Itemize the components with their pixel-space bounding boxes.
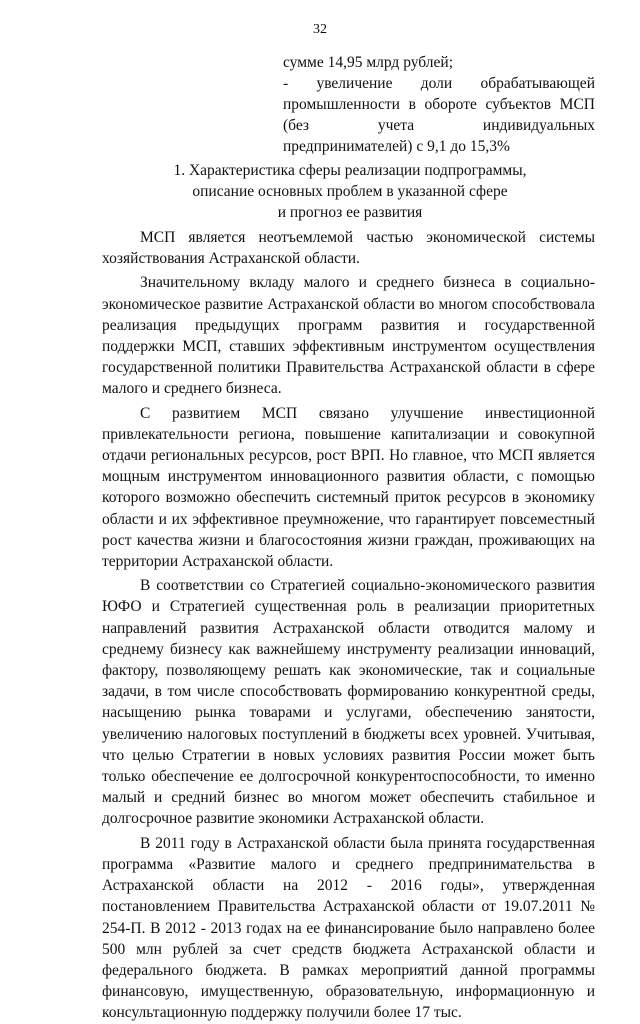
section-heading-line: 1. Характеристика сферы реализации подпрограммы, [173, 162, 527, 179]
section-heading [140, 160, 560, 223]
page-number: 32 [313, 22, 327, 37]
list-continuation [283, 52, 595, 157]
body-text [102, 227, 595, 1024]
section-heading-line: и прогноз ее развития [277, 204, 423, 221]
paragraph: В соответствии со Стратегией социально-экономического развития ЮФО и Стратегией существенная роль в реализации приоритетных направлений развития Астраханской области отводится малому и среднему бизнесу как важнейшему инструменту реализации инноваций, фактору, позволяющему решать как экономические, так и социальные задачи, в том числе способствовать формированию конкурентной среды, насыщению рынка товарами и услугами, обеспечению занятости, увеличению налоговых поступлений в бюджеты всех уровней. Учитывая, что целью Стратегии в новых условиях развития России может быть только обеспечение ее долгосрочной конкурентоспособности, то именно малый и средний бизнес во многом может обеспечить стабильное и долгосрочное развитие экономики Астраханской области. [102, 577, 595, 828]
paragraph: Значительному вкладу малого и среднего бизнеса в социально-экономическое развитие Астраханской области во многом способствовала реализация предыдущих программ развития и государственной поддержки МСП, ставших эффективным инструментом осуществления государственной политики Правительства Астраханской области в сфере малого и среднего бизнеса. [102, 274, 595, 398]
section-heading-line: описание основных проблем в указанной сфере [192, 183, 508, 200]
list-continuation-line: сумме 14,95 млрд рублей; [283, 54, 454, 71]
paragraph: С развитием МСП связано улучшение инвестиционной привлекательности региона, повышение капитализации и совокупной отдачи региональных ресурсов, рост ВРП. Но главное, что МСП является мощным инструментом инновационного развития области, с помощью которого возможно обеспечить системный приток ресурсов в экономику области и их эффективное преумножение, что гарантирует повсеместный рост качества жизни и благосостояния жизни граждан, проживающих на территории Астраханской области. [102, 404, 595, 571]
list-item: - увеличение доли обрабатывающей промышленности в обороте субъектов МСП (без учета индивидуальных предпринимателей) с 9,1 до 15,3% [283, 75, 595, 155]
paragraph: МСП является неотъемлемой частью экономической системы хозяйствования Астраханской области. [102, 229, 595, 268]
paragraph: В 2011 году в Астраханской области была принята государственная программа «Развитие малого и среднего предпринимательства в Астраханской области на 2012 - 2016 годы», утвержденная постановлением Правительства Астраханской области от 19.07.2011 № 254-П. В 2012 - 2013 годах на ее финансирование было направлено более 500 млн рублей за счет средств бюджета Астраханской области и федерального бюджета. В рамках мероприятий данной программы финансовую, имущественную, образовательную, информационную и консультационную поддержку получили более 17 тыс. [102, 834, 595, 1022]
